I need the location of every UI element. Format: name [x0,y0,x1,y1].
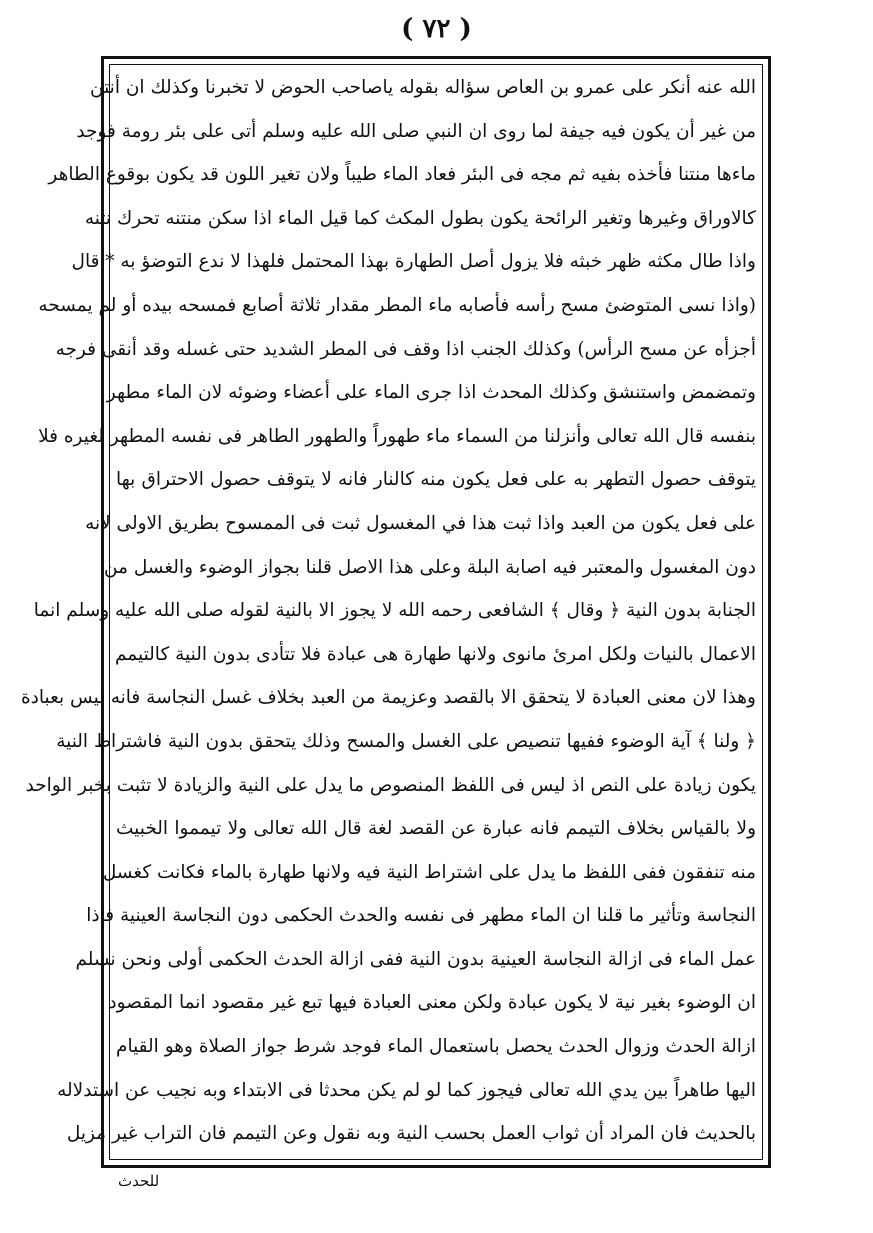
text-line: ازالة الحدث وزوال الحدث يحصل باستعمال الماء فوجد شرط جواز الصلاة وهو القيام [116,1036,756,1058]
text-line: بنفسه قال الله تعالى وأنزلنا من السماء ماء طهوراً والطهور الطاهر فى نفسه المطهر لغيره فلا [38,425,756,447]
text-line: يكون زيادة على النص اذ ليس فى اللفظ المنصوص ما يدل على النية والزيادة لا تثبت بخبر الواحد [25,774,756,796]
text-line: وتمضمض واستنشق وكذلك المحدث اذا جرى الماء على أعضاء وضوئه لان الماء مطهر [106,382,756,404]
text-line: النجاسة وتأثير ما قلنا ان الماء مطهر فى نفسه والحدث الحكمى دون النجاسة العينية فاذا [86,905,756,927]
text-line: دون المغسول والمعتبر فيه اصابة البلة وعلى هذا الاصل قلنا بجواز الوضوء والغسل من [104,556,756,578]
text-line: على فعل يكون من العبد واذا ثبت هذا في المغسول ثبت فى الممسوح بطريق الاولى لانه [85,512,756,534]
catchword: للحدث [118,1172,160,1190]
text-line: كالاوراق وغيرها وتغير الرائحة يكون بطول المكث كما قيل الماء اذا سكن منتنه تحرك نتنه [84,207,756,229]
text-line: منه تنفقون ففى اللفظ ما يدل على اشتراط النية فيه ولانها طهارة بالماء فكانت كغسل [102,861,756,883]
text-line: عمل الماء فى ازالة النجاسة العينية بدون النية ففى ازالة الحدث الحكمى أولى ونحن نسلم [75,948,756,970]
text-line: الله عنه أنكر على عمرو بن العاص سؤاله بقوله ياصاحب الحوض لا تخبرنا وكذلك ان أنتن [90,77,756,98]
text-line: الاعمال بالنيات ولكل امرئ مانوى ولانها طهارة هى عبادة فلا تتأدى بدون النية كالتيمم [115,643,756,665]
text-line: يتوقف حصول التطهر به على فعل يكون منه كالنار فانه لا يتوقف حصول الاحتراق بها [116,469,756,491]
text-line: (واذا نسى المتوضئ مسح رأسه فأصابه ماء المطر مقدار ثلاثة أصابع فمسحه بيده أو لم يمسحه [38,294,756,316]
text-line: الجنابة بدون النية ﴿ وقال ﴾ الشافعى رحمه الله لا يجوز الا بالنية لقوله صلى الله عليه وسلم انما [33,600,756,622]
text-line: واذا طال مكثه ظهر خبثه فلا يزول أصل الطهارة بهذا المحتمل فلهذا لا ندع التوضؤ به * قال [71,251,756,273]
text-line: وهذا لان معنى العبادة لا يتحقق الا بالقصد وعزيمة من العبد بخلاف غسل النجاسة فانه ليس بعبادة [20,687,756,709]
text-line: من غير أن يكون فيه جيفة لما روى ان النبي صلى الله عليه وسلم أتى على بئر رومة فوجد [76,120,756,142]
text-line: ﴿ ولنا ﴾ آية الوضوء ففيها تنصيص على الغسل والمسح وذلك يتحقق بدون النية فاشتراط النية [56,730,756,752]
text-line: أجزأه عن مسح الرأس) وكذلك الجنب اذا وقف فى المطر الشديد حتى غسله وقد أنقى فرجه [55,338,756,360]
text-line: بالحديث فان المراد أن ثواب العمل بحسب النية وبه نقول وعن التيمم فان التراب غير مزيل [66,1123,756,1145]
page-number: ( ٧٢ ) [401,14,472,44]
text-line: اليها طاهراً بين يدي الله تعالى فيجوز كما لو لم يكن محدثا فى الابتداء وبه نجيب عن استدلاله [57,1079,756,1101]
text-line: ولا بالقياس بخلاف التيمم فانه عبارة عن القصد لغة قال الله تعالى ولا تيمموا الخبيث [116,818,756,840]
body-text [20,66,756,1156]
text-line: ماءها منتنا فأخذه بفيه ثم مجه فى البئر فعاد الماء طيباً ولان تغير اللون قد يكون بوقوع الطاهر [48,164,756,186]
text-line: ان الوضوء بغير نية لا يكون عبادة ولكن معنى العبادة فيها تبع غير مقصود انما المقصود [108,992,756,1014]
